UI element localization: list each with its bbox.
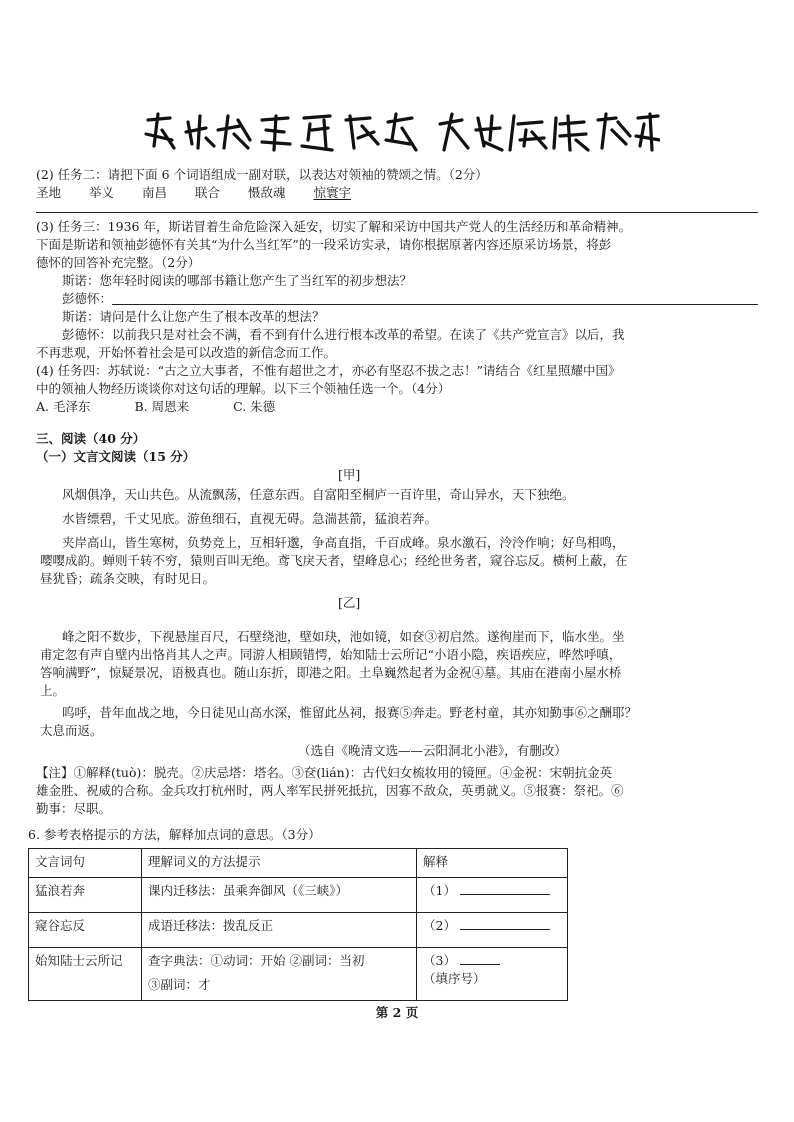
table-header-cell: 文言词句 bbox=[29, 849, 142, 878]
task3-question1: 斯诺：您年轻时阅读的哪部书籍让您产生了当红军的初步想法？ bbox=[62, 273, 413, 288]
answer-blank-3[interactable] bbox=[460, 952, 500, 965]
answer-number: （3） bbox=[423, 953, 456, 968]
passage-jia-line5: 昼犹昏；疏条交映，有时见日。 bbox=[40, 571, 216, 586]
option-a: A. 毛泽东 bbox=[36, 399, 91, 414]
task4-prompt-line1: (4) 任务四：苏轼说：“古之立大事者，不惟有超世之才，亦必有坚忍不拔之志！”请结合《红星照耀中国》 bbox=[36, 363, 621, 378]
notes-line2: 雄金胜、祝威的合称。金兵攻打杭州时，两人率军民拼死抵抗，因寡不敌众，英勇就义。⑤报赛：祭祀。⑥ bbox=[36, 783, 624, 798]
passage-jia-label: [甲] bbox=[338, 467, 361, 482]
task2-words bbox=[36, 184, 375, 202]
table-row bbox=[29, 913, 568, 948]
question6-table bbox=[28, 848, 568, 1001]
table-cell-hint: 课内迁移法：虽乘奔御风（《三峡》） bbox=[142, 878, 417, 913]
section-title: 三、阅读（40 分） bbox=[36, 431, 146, 446]
word-1: 圣地 bbox=[36, 185, 62, 200]
passage-yi-line2: 甫定忽有声自壁内出恪肖其人之声。同游人相顾错愕，始知陆士云所记“小语小隐，疾语疾应，哗然呼嗔， bbox=[40, 647, 622, 662]
task3-answer1-label: 彭德怀： bbox=[62, 291, 113, 306]
passage-jia-line3: 夹岸高山，皆生寒树，负势竞上，互相轩邈，争高直指，千百成峰。泉水激石，泠泠作响；好鸟相鸣， bbox=[62, 535, 625, 550]
task3-prompt-line2: 下面是斯诺和领袖彭德怀有关其“为什么当红军”的一段采访实录，请你根据原著内容还原采访场景，将彭 bbox=[36, 237, 612, 252]
subsection-title: （一）文言文阅读（15 分） bbox=[36, 449, 196, 464]
task4-options bbox=[36, 398, 299, 416]
word-3: 南昌 bbox=[142, 185, 168, 200]
passage-yi-line4: 上。 bbox=[40, 683, 66, 698]
answer-line-task3 bbox=[112, 304, 758, 305]
option-c: C. 朱德 bbox=[233, 399, 276, 414]
table-cell-answer bbox=[417, 878, 568, 913]
answer-number: （2） bbox=[423, 918, 456, 933]
table-cell-phrase: 窥谷忘反 bbox=[29, 913, 142, 948]
table-cell-hint bbox=[142, 948, 417, 1001]
table-header-row bbox=[29, 849, 568, 878]
task4-prompt-line2: 中的领袖人物经历谈谈你对这句话的理解。以下三个领袖任选一个。（4分） bbox=[36, 381, 451, 396]
option-b: B. 周恩来 bbox=[134, 399, 190, 414]
passage-yi-line6: 太息而返。 bbox=[40, 723, 103, 738]
table-cell-phrase: 始知陆士云所记 bbox=[29, 948, 142, 1001]
table-cell-answer bbox=[417, 913, 568, 948]
calligraphy-header bbox=[140, 110, 660, 154]
table-cell-phrase: 猛浪若奔 bbox=[29, 878, 142, 913]
task3-answer2-line1: 彭德怀：以前我只是对社会不满，看不到有什么进行根本改革的希望。在读了《共产党宣言》以后，我 bbox=[62, 327, 625, 342]
task3-question2: 斯诺：请问是什么让您产生了根本改革的想法？ bbox=[62, 309, 325, 324]
word-5: 慑敌魂 bbox=[248, 185, 286, 200]
passage-yi-label: [乙] bbox=[338, 595, 361, 610]
task2-prompt: (2) 任务二：请把下面 6 个词语组成一副对联，以表达对领袖的赞颂之情。（2分） bbox=[36, 167, 488, 182]
word-4: 联合 bbox=[195, 185, 221, 200]
passage-yi-line5: 呜呼，昔年血战之地，今日徒见山高水深，惟留此丛祠，报赛⑤奔走。野老村童，其亦知勤事⑥之酬耶？ bbox=[62, 705, 638, 720]
passage-yi-line3: 答响满野”，惊疑景况，语极真也。随山东折，即港之阳。土阜巍然起者为金祝④墓。其庙在港南小屋水桥 bbox=[40, 665, 622, 680]
passage-jia-line4: 嘤嘤成韵。蝉则千转不穷，猿则百叫无绝。鸢飞戾天者，望峰息心；经纶世务者，窥谷忘反。横柯上蔽，在 bbox=[40, 553, 628, 568]
table-row bbox=[29, 878, 568, 913]
word-6: 惊寰宇 bbox=[313, 185, 352, 200]
passage-jia-line2: 水皆缥碧，千丈见底。游鱼细石，直视无碍。急湍甚箭，猛浪若奔。 bbox=[62, 511, 438, 526]
word-2: 举义 bbox=[89, 185, 115, 200]
table-cell-answer bbox=[417, 948, 568, 1001]
task3-prompt-line3: 德怀的回答补充完整。（2分） bbox=[36, 255, 201, 270]
hint-line2: ③副词：才 bbox=[148, 977, 211, 992]
passage-yi-source: （选自《晚清文选——云阳洞北小港》，有删改） bbox=[298, 743, 567, 758]
table-header-cell: 理解词义的方法提示 bbox=[142, 849, 417, 878]
passage-jia-line1: 风烟俱净，天山共色。从流飘荡，任意东西。自富阳至桐庐一百许里，奇山异水，天下独绝。 bbox=[62, 487, 575, 502]
passage-yi-line1: 峰之阳不数步，下视悬崖百尺，石壁绕池，壁如玦，池如镜，如奁③初启然。遂徇崖而下，临水坐。坐 bbox=[62, 629, 625, 644]
table-header-cell: 解释 bbox=[417, 849, 568, 878]
answer-blank-2[interactable] bbox=[460, 917, 550, 930]
task3-answer2-line2: 不再悲观，开始怀着社会是可以改造的新信念而工作。 bbox=[36, 345, 337, 360]
answer-line-task2 bbox=[36, 212, 758, 213]
answer-blank-1[interactable] bbox=[460, 882, 550, 895]
hint-line1: 查字典法：①动词：开始 ②副词：当初 bbox=[148, 953, 365, 968]
table-row bbox=[29, 948, 568, 1001]
page-number: 第 2 页 bbox=[375, 1005, 419, 1020]
question6-prompt: 6. 参考表格提示的方法，解释加点词的意思。（3分） bbox=[28, 827, 321, 842]
task3-prompt-line1: (3) 任务三：1936 年，斯诺冒着生命危险深入延安，切实了解和采访中国共产党人的生活经历和革命精神。 bbox=[36, 219, 631, 234]
answer-number: （1） bbox=[423, 883, 456, 898]
notes-line3: 勤事：尽职。 bbox=[36, 801, 112, 816]
table-cell-hint: 成语迁移法：拨乱反正 bbox=[142, 913, 417, 948]
answer-suffix: （填序号） bbox=[423, 971, 486, 986]
notes-line1: 【注】①解释(tuò)：脱壳。②庆忌塔：塔名。③奁(lián)：古代妇女梳妆用的镜匣。④金祝：宋朝抗金英 bbox=[36, 765, 613, 780]
